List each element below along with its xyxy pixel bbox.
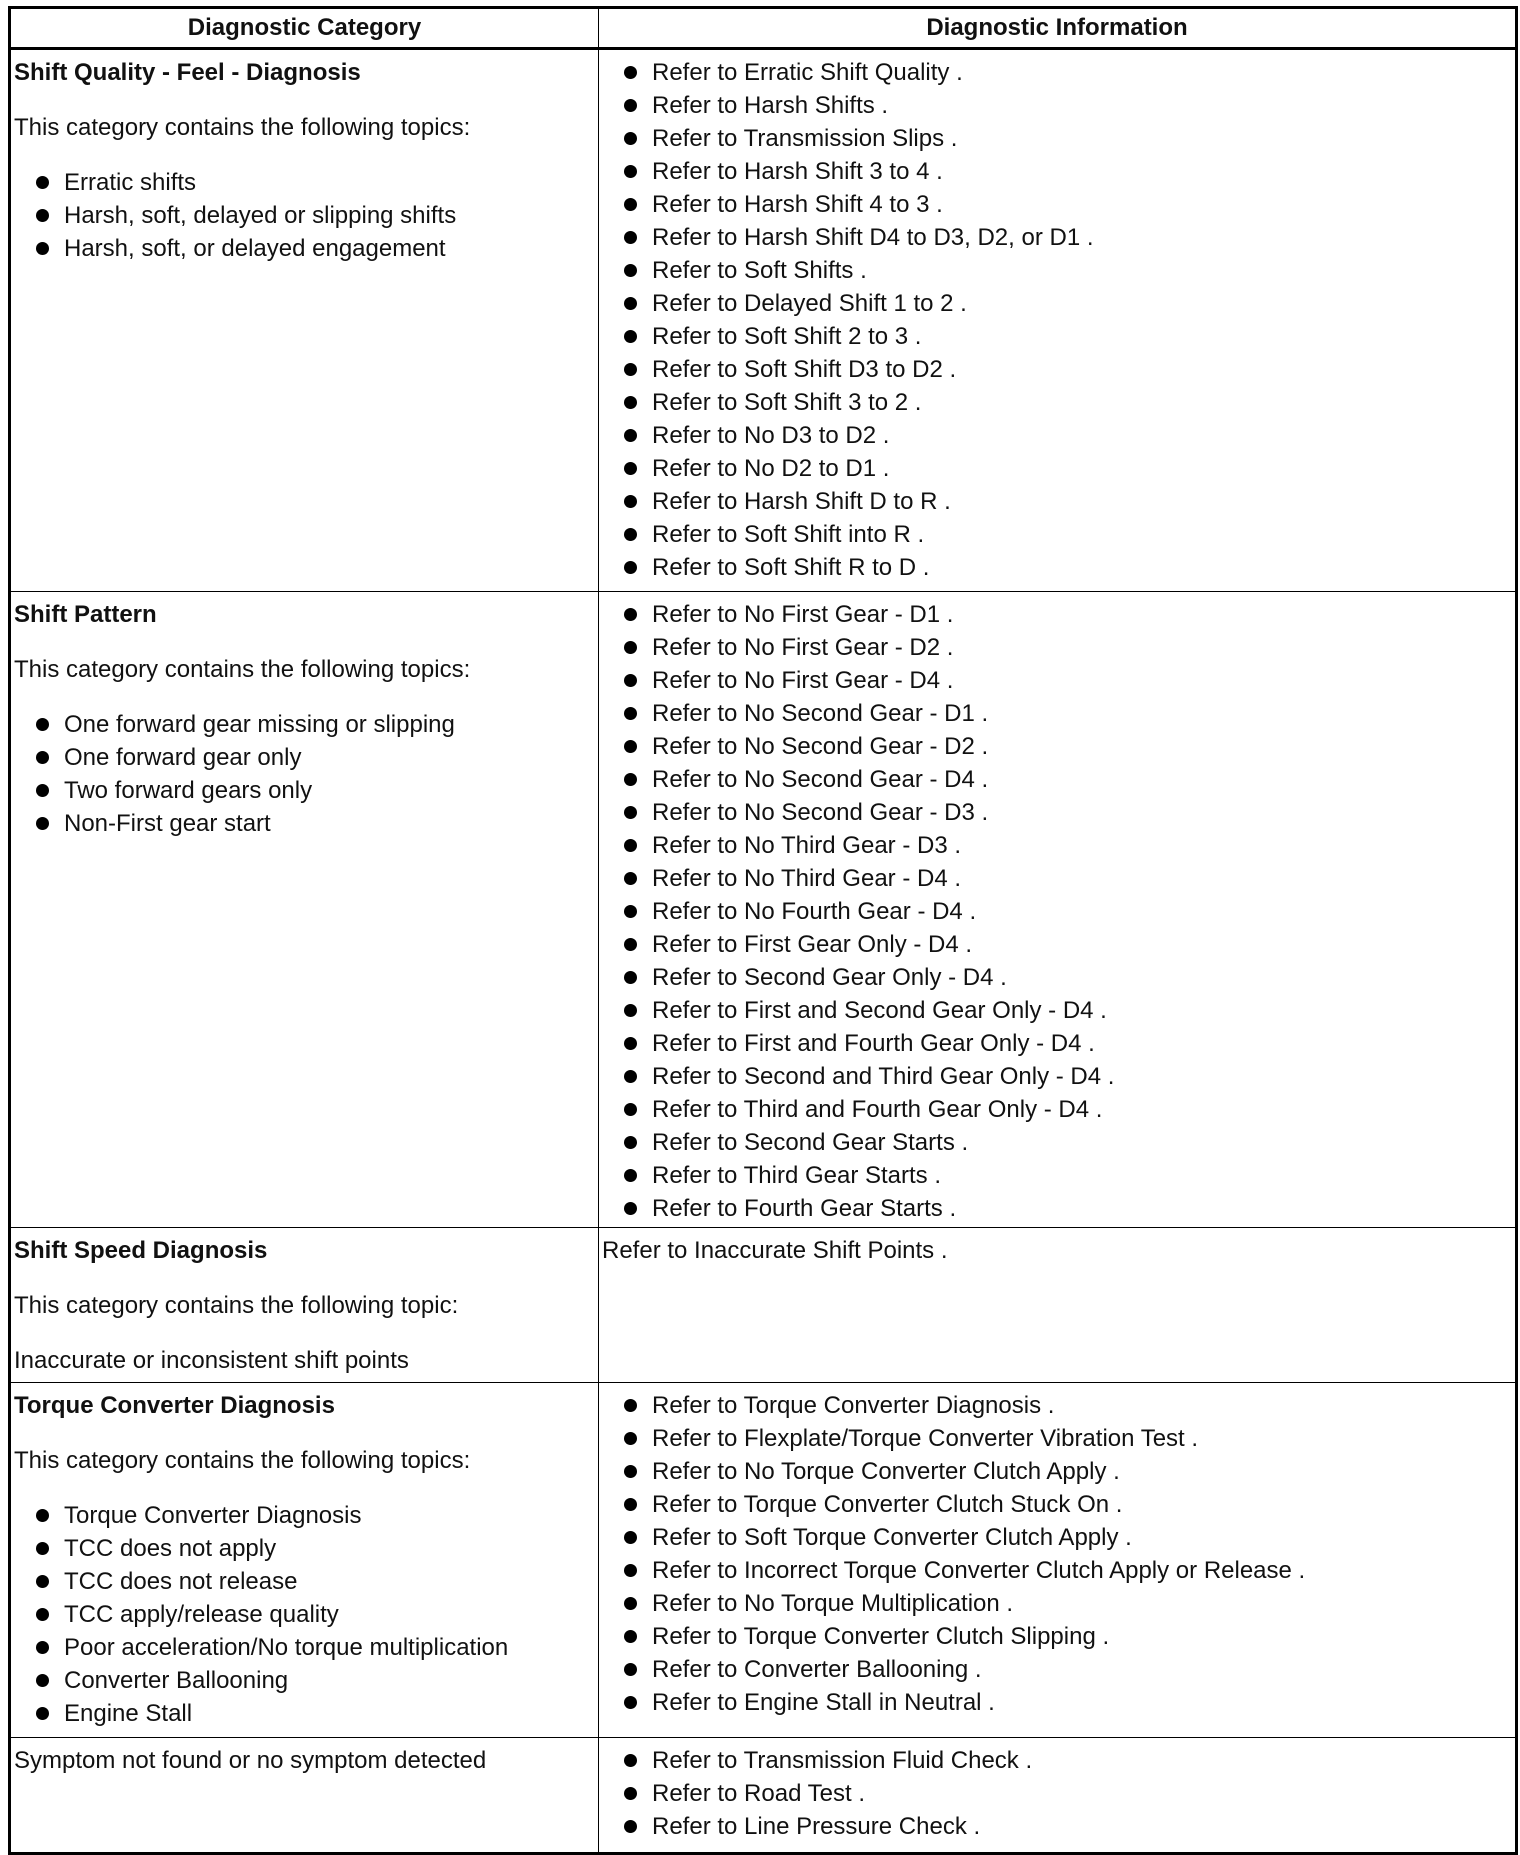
topic-item: Engine Stall	[14, 1697, 592, 1730]
info-link[interactable]: Refer to No Torque Converter Clutch Apply .	[602, 1455, 1509, 1488]
topic-item: Poor acceleration/No torque multiplication	[14, 1631, 592, 1664]
topic-item: Harsh, soft, delayed or slipping shifts	[14, 199, 592, 232]
info-list	[602, 1744, 1509, 1843]
category-cell	[10, 592, 599, 1228]
info-link[interactable]: Refer to No Second Gear - D4 .	[602, 763, 1509, 796]
topic-list	[14, 1499, 592, 1730]
category-cell	[10, 49, 599, 592]
info-link[interactable]: Refer to Soft Shift into R .	[602, 518, 1509, 551]
info-link[interactable]: Refer to Transmission Slips .	[602, 122, 1509, 155]
info-link[interactable]: Refer to Harsh Shift 4 to 3 .	[602, 188, 1509, 221]
info-link[interactable]: Refer to Soft Shift D3 to D2 .	[602, 353, 1509, 386]
info-link[interactable]: Refer to No D3 to D2 .	[602, 419, 1509, 452]
topic-item: One forward gear only	[14, 741, 592, 774]
info-link[interactable]: Refer to No Third Gear - D4 .	[602, 862, 1509, 895]
info-link[interactable]: Refer to Harsh Shift D to R .	[602, 485, 1509, 518]
info-link[interactable]: Refer to Torque Converter Clutch Stuck On .	[602, 1488, 1509, 1521]
info-link[interactable]: Refer to Fourth Gear Starts .	[602, 1192, 1509, 1225]
info-link[interactable]: Refer to Third and Fourth Gear Only - D4 .	[602, 1093, 1509, 1126]
category-topic-text: Inaccurate or inconsistent shift points	[14, 1347, 409, 1374]
category-cell	[10, 1383, 599, 1738]
info-link[interactable]: Refer to Delayed Shift 1 to 2 .	[602, 287, 1509, 320]
info-link[interactable]: Refer to Flexplate/Torque Converter Vibration Test .	[602, 1422, 1509, 1455]
info-link[interactable]: Refer to Road Test .	[602, 1777, 1509, 1810]
table-row	[10, 1228, 1517, 1383]
table-row	[10, 1383, 1517, 1738]
header-row	[10, 8, 1517, 49]
info-link[interactable]: Refer to No First Gear - D1 .	[602, 598, 1509, 631]
info-link[interactable]: Refer to No First Gear - D2 .	[602, 631, 1509, 664]
category-intro: This category contains the following topics:	[14, 1447, 471, 1474]
category-text: Symptom not found or no symptom detected	[14, 1747, 487, 1774]
topic-item: TCC does not apply	[14, 1532, 592, 1565]
table-row	[10, 1738, 1517, 1854]
info-cell	[599, 592, 1517, 1228]
info-list	[602, 598, 1509, 1225]
info-link[interactable]: Refer to Torque Converter Clutch Slipping .	[602, 1620, 1509, 1653]
info-link[interactable]: Refer to No Second Gear - D3 .	[602, 796, 1509, 829]
category-title: Torque Converter Diagnosis	[14, 1392, 335, 1419]
info-link[interactable]: Refer to Third Gear Starts .	[602, 1159, 1509, 1192]
info-cell	[599, 1228, 1517, 1383]
info-link[interactable]: Refer to First and Fourth Gear Only - D4 .	[602, 1027, 1509, 1060]
info-list	[602, 1389, 1509, 1719]
info-link[interactable]: Refer to No D2 to D1 .	[602, 452, 1509, 485]
topic-item: Non-First gear start	[14, 807, 592, 840]
topic-item: Erratic shifts	[14, 166, 592, 199]
header-diagnostic-information: Diagnostic Information	[599, 8, 1517, 49]
info-link[interactable]: Refer to No First Gear - D4 .	[602, 664, 1509, 697]
info-link[interactable]: Refer to Harsh Shifts .	[602, 89, 1509, 122]
table-row	[10, 592, 1517, 1228]
info-link[interactable]: Refer to Harsh Shift D4 to D3, D2, or D1 .	[602, 221, 1509, 254]
info-link[interactable]: Refer to Soft Shifts .	[602, 254, 1509, 287]
info-link[interactable]: Refer to No Third Gear - D3 .	[602, 829, 1509, 862]
info-link[interactable]: Refer to Erratic Shift Quality .	[602, 56, 1509, 89]
topic-item: TCC does not release	[14, 1565, 592, 1598]
category-title: Shift Pattern	[14, 601, 157, 628]
topic-list	[14, 708, 592, 840]
info-link[interactable]: Refer to Second Gear Starts .	[602, 1126, 1509, 1159]
info-list	[602, 56, 1509, 584]
topic-item: Harsh, soft, or delayed engagement	[14, 232, 592, 265]
info-link[interactable]: Refer to Soft Shift 3 to 2 .	[602, 386, 1509, 419]
header-diagnostic-category: Diagnostic Category	[10, 8, 599, 49]
info-cell	[599, 49, 1517, 592]
topic-list	[14, 166, 592, 265]
table-row	[10, 49, 1517, 592]
info-link[interactable]: Refer to Converter Ballooning .	[602, 1653, 1509, 1686]
info-link[interactable]: Refer to Incorrect Torque Converter Clutch Apply or Release .	[602, 1554, 1509, 1587]
category-intro: This category contains the following topics:	[14, 114, 471, 141]
info-link[interactable]: Refer to No Torque Multiplication .	[602, 1587, 1509, 1620]
info-link[interactable]: Refer to No Second Gear - D2 .	[602, 730, 1509, 763]
category-cell	[10, 1738, 599, 1854]
info-link[interactable]: Refer to Transmission Fluid Check .	[602, 1744, 1509, 1777]
info-link[interactable]: Refer to Torque Converter Diagnosis .	[602, 1389, 1509, 1422]
info-link[interactable]: Refer to No Fourth Gear - D4 .	[602, 895, 1509, 928]
info-cell	[599, 1738, 1517, 1854]
topic-item: One forward gear missing or slipping	[14, 708, 592, 741]
category-cell	[10, 1228, 599, 1383]
info-link[interactable]: Refer to Soft Shift R to D .	[602, 551, 1509, 584]
info-link[interactable]: Refer to Engine Stall in Neutral .	[602, 1686, 1509, 1719]
info-link[interactable]: Refer to Line Pressure Check .	[602, 1810, 1509, 1843]
category-intro: This category contains the following topic:	[14, 1292, 459, 1319]
info-link[interactable]: Refer to Soft Torque Converter Clutch Apply .	[602, 1521, 1509, 1554]
info-link[interactable]: Refer to Second and Third Gear Only - D4 .	[602, 1060, 1509, 1093]
topic-item: Converter Ballooning	[14, 1664, 592, 1697]
topic-item: Torque Converter Diagnosis	[14, 1499, 592, 1532]
category-title: Shift Speed Diagnosis	[14, 1237, 268, 1264]
info-link[interactable]: Refer to Inaccurate Shift Points .	[602, 1237, 948, 1264]
info-link[interactable]: Refer to First and Second Gear Only - D4 .	[602, 994, 1509, 1027]
info-link[interactable]: Refer to Harsh Shift 3 to 4 .	[602, 155, 1509, 188]
topic-item: Two forward gears only	[14, 774, 592, 807]
topic-item: TCC apply/release quality	[14, 1598, 592, 1631]
info-link[interactable]: Refer to First Gear Only - D4 .	[602, 928, 1509, 961]
info-link[interactable]: Refer to No Second Gear - D1 .	[602, 697, 1509, 730]
info-link[interactable]: Refer to Soft Shift 2 to 3 .	[602, 320, 1509, 353]
info-cell	[599, 1383, 1517, 1738]
category-title: Shift Quality - Feel - Diagnosis	[14, 59, 361, 86]
category-intro: This category contains the following topics:	[14, 656, 471, 683]
info-link[interactable]: Refer to Second Gear Only - D4 .	[602, 961, 1509, 994]
diagnostic-table	[8, 6, 1518, 1855]
